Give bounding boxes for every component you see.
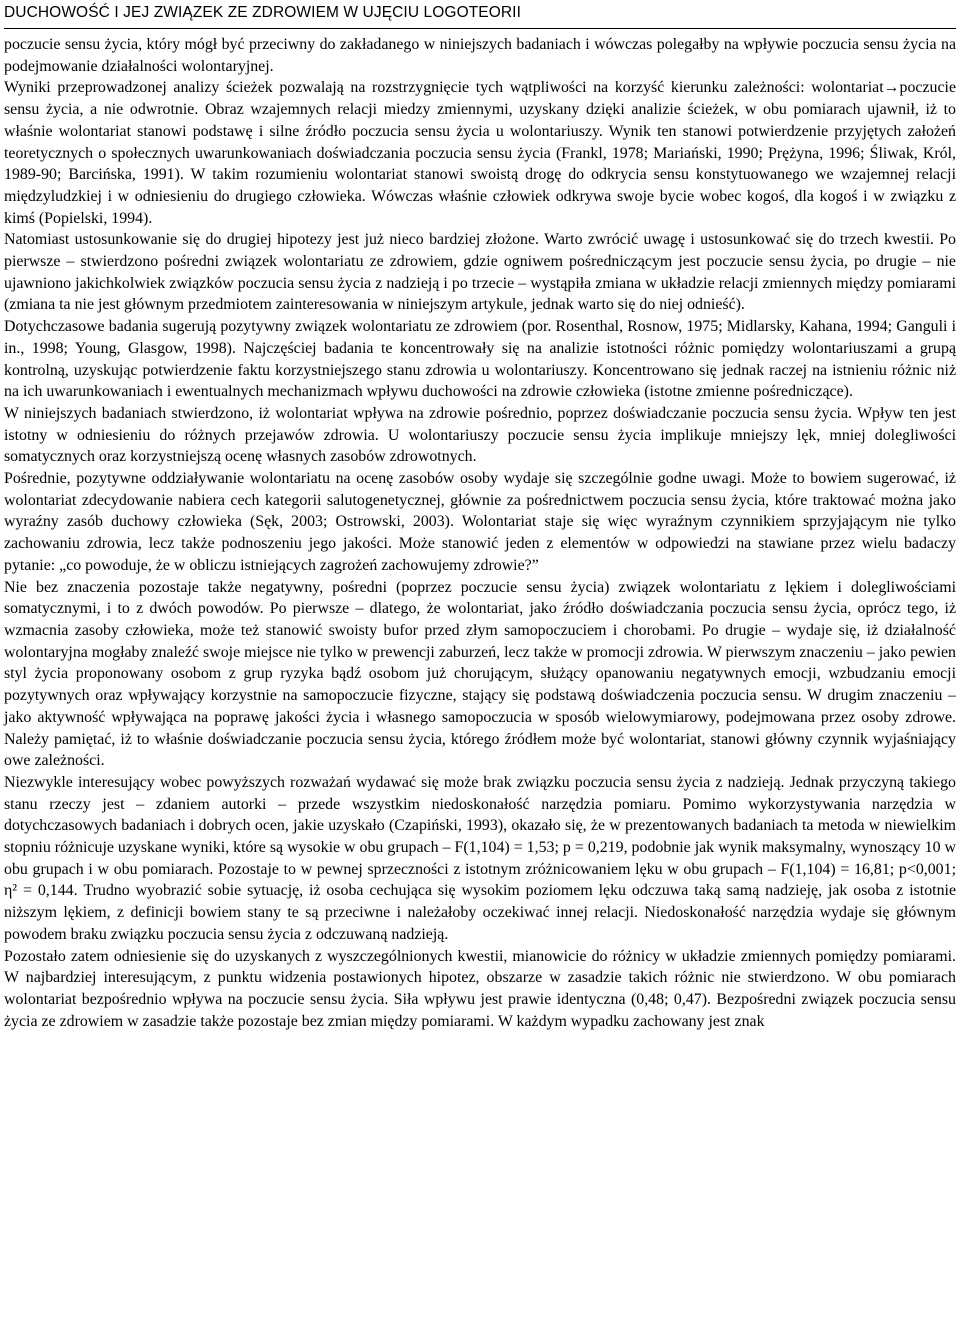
paragraph-indirect-effect: W niniejszych badaniach stwierdzono, iż wolontariat wpływa na zdrowie pośrednio, poprzez doświadczanie poczucia sensu życia. Wpływ ten jest istotny w odniesieniu do różnych przejawów zdrowia. U wolontariuszy poczucie sensu życia implikuje mniejszy lęk, mniej dolegliwości somatycznych oraz korzystniejszą ocenę własnych zasobów zdrowotnych. [4, 404, 956, 466]
paragraph-prior-research: Dotychczasowe badania sugerują pozytywny związek wolontariatu ze zdrowiem (por. Rosenthal, Rosnow, 1975; Midlarsky, Kahana, 1994; Ganguli i in., 1998; Young, Glasgow, 1998). Najczęściej badania te koncentrowały się na analizie istotności różnic pomiędzy wolontariuszami a grupą kontrolną, uzyskując potwierdzenie faktu korzystniejszego stanu zdrowia u wolontariuszy. Koncentrowano się jednak raczej na istnieniu różnic niż na ich uwarunkowaniach i ewentualnych mechanizmach wpływu duchowości na zdrowie człowieka (istotne zmienne pośredniczące). [4, 318, 956, 401]
article-body [4, 34, 956, 1032]
paragraph-anxiety: Nie bez znaczenia pozostaje także negatywny, pośredni (poprzez poczucie sensu życia) związek wolontariatu z lękiem i dolegliwościami somatycznymi, i to z dwóch powodów. Po pierwsze – dlatego, że wolontariat, jako źródło doświadczania poczucia sensu życia, oprócz tego, iż wzmacnia zasoby człowieka, może też stanowić swoisty bufor przed złym samopoczuciem i chorobami. Po drugie – wydaje się, iż działalność wolontaryjna mogłaby znaleźć swoje miejsce nie tylko w prewencji zaburzeń, lecz także w promocji zdrowia. W pierwszym znaczeniu – jako pewien styl życia proponowany osobom z grup ryzyka bądź osobom już chorującym, służący opanowaniu negatywnych emocji, wzbudzaniu emocji pozytywnych oraz wpływający korzystnie na samopoczucie fizyczne, stający się podstawą doświadczenia poczucia sensu. W drugim znaczeniu – jako aktywność wpływająca na poprawę jakości życia i własnego samopoczucia w sposób wielowymiarowy, podejmowana przez osoby zdrowe. Należy pamiętać, iż to właśnie doświadczanie poczucia sensu życia, którego źródłem może być wolontariat, stanowi główny czynnik wyjaśniający owe zależności. [4, 578, 956, 770]
paragraph-hope: Niezwykle interesujący wobec powyższych rozważań wydawać się może brak związku poczucia sensu życia z nadzieją. Jednak przyczyną takiego stanu rzeczy jest – zdaniem autorki – przede wszystkim niedoskonałość narzędzia pomiaru. Pomimo wykorzystywania narzędzia w dotychczasowych badaniach i dobrych ocen, jakie uzyskało (Czapiński, 1993), okazało się, że w prezentowanych badaniach ta metoda w niewielkim stopniu różnicuje uzyskane wyniki, które są wysokie w obu grupach – F(1,104) = 1,53; p = 0,219, podobnie jak wynik maksymalny, wynoszący 10 w obu grupach i w obu pomiarach. Pozostaje to w pewnej sprzeczności z istotnym zróżnicowaniem lęku w obu grupach – F(1,104) = 16,81; p<0,001; η² = 0,144. Trudno wyobrazić sobie sytuację, iż osoba cechująca się wysokim poziomem lęku odczuwa taką samą nadzieję, jak osoba z istotnie niższym lękiem, z definicji bowiem stany te są przeciwne i należałoby oczekiwać innej relacji. Niedoskonałość narzędzia wydaje się głównym powodem braku związku poczucia sensu życia z odczuwaną nadzieją. [4, 773, 956, 943]
header-rule [4, 28, 956, 29]
paragraph-path-analysis: Wyniki przeprowadzonej analizy ścieżek pozwalają na rozstrzygnięcie tych wątpliwości na korzyść kierunku zależności: wolontariat→poczucie sensu życia, a nie odwrotnie. Obraz wzajemnych relacji miedzy zmiennymi, uzyskany dzięki analizie ścieżek, w obu pomiarach ujawnił, iż to właśnie wolontariat stanowi podstawę i silne źródło poczucia sensu życia u wolontariuszy. Wynik ten stanowi potwierdzenie przyjętych założeń teoretycznych o społecznych uwarunkowaniach doświadczania poczucia sensu życia (Frankl, 1978; Mariański, 1990; Prężyna, 1996; Śliwak, Król, 1989-90; Barcińska, 1991). W takim rozumieniu wolontariat stanowi swoistą drogę do odkrycia sensu konstytuowanego we wzajemnej relacji międzyludzkiej i w odniesieniu do drugiego człowieka. Wówczas właśnie człowiek odkrywa swoje bycie wobec kogoś, dla kogoś i w związku z kimś (Popielski, 1994). [4, 79, 956, 227]
paragraph-second-hypothesis: Natomiast ustosunkowanie się do drugiej hipotezy jest już nieco bardziej złożone. Warto zwrócić uwagę i ustosunkować się do trzech kwestii. Po pierwsze – stwierdzono pośredni związek wolontariatu ze zdrowiem, gdzie ogniwem pośredniczącym jest poczucie sensu życia, po drugie – nie ujawniono jakichkolwiek związków poczucia sensu życia z nadzieją i po trzecie – wystąpiła zmiana w układzie relacji zmiennych między pomiarami (zmiana ta nie jest głównym przedmiotem zainteresowania w niniejszym artykule, jednak warto się do niej odnieść). [4, 231, 956, 314]
paragraph-continuation: poczucie sensu życia, który mógł być przeciwny do zakładanego w niniejszych badaniach i wówczas polegałby na wpływie poczucia sensu życia na podejmowanie działalności wolontaryjnej. [4, 36, 956, 75]
paragraph-measurement-differences: Pozostało zatem odniesienie się do uzyskanych z wyszczególnionych kwestii, mianowicie do różnicy w układzie zmiennych pomiędzy pomiarami. W najbardziej interesującym, z punktu widzenia postawionych hipotez, obszarze w zasadzie takich różnic nie stwierdzono. W obu pomiarach wolontariat bezpośrednio wpływa na poczucie sensu życia. Siła wpływu jest prawie identyczna (0,48; 0,47). Bezpośredni związek poczucia sensu życia ze zdrowiem w zasadzie także pozostaje bez zmian między pomiarami. W każdym wypadku zachowany jest znak [4, 947, 956, 1030]
paragraph-resources: Pośrednie, pozytywne oddziaływanie wolontariatu na ocenę zasobów osoby wydaje się szczególnie godne uwagi. Może to bowiem sugerować, iż wolontariat zdecydowanie nabiera cech kategorii salutogenetycznej, głównie za pośrednictwem poczucia sensu życia, które traktować można jako wyraźny zasób duchowy człowieka (Sęk, 2003; Ostrowski, 2003). Wolontariat staje się więc wyraźnym czynnikiem sprzyjającym nie tylko zachowaniu zdrowia, lecz także podnoszeniu jego jakości. Może stanowić jeden z elementów w odpowiedzi na stawiane przez wielu badaczy pytanie: „co powoduje, że w obliczu istniejących zagrożeń zachowujemy zdrowie?” [4, 470, 956, 574]
running-header: DUCHOWOŚĆ I JEJ ZWIĄZEK ZE ZDROWIEM W UJĘCIU LOGOTEORII [4, 4, 521, 21]
